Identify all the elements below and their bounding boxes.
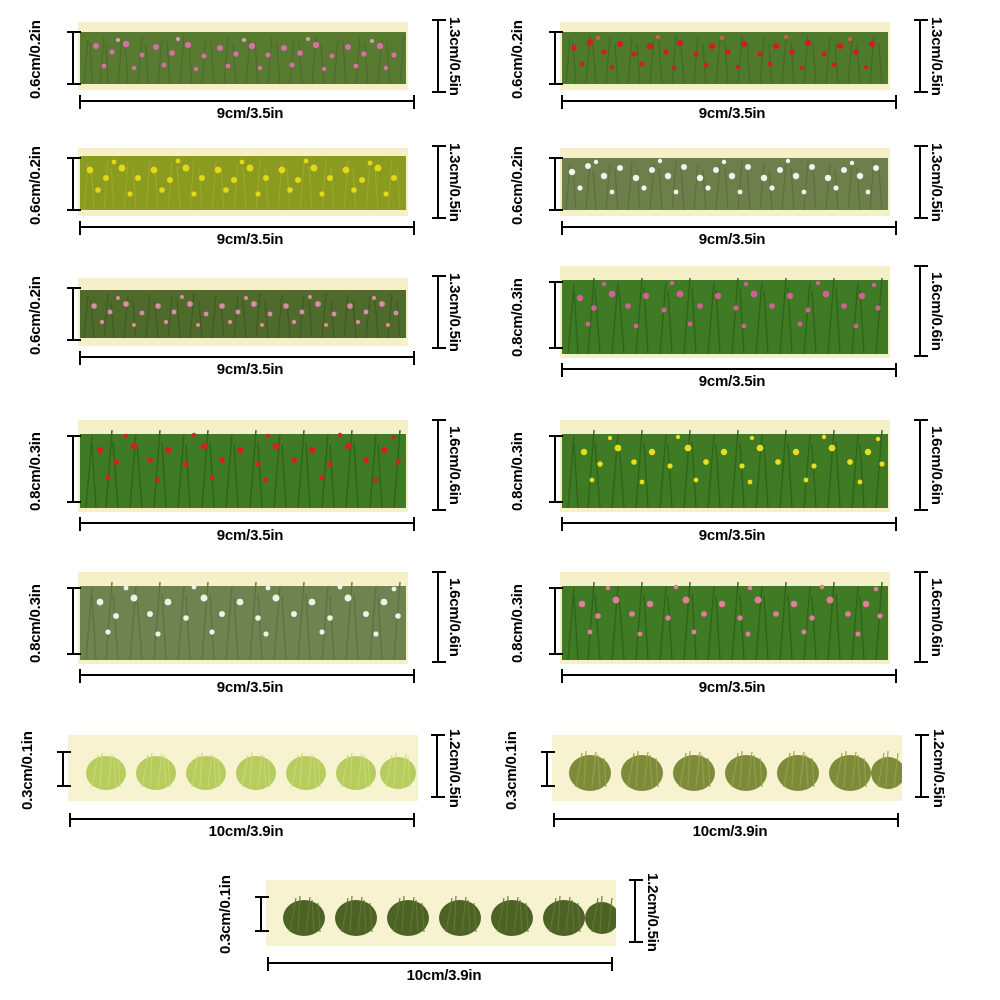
width-bracket-light-pink	[80, 356, 414, 358]
height-bracket-dark-green-tufts	[260, 897, 262, 931]
width-bracket-dark-green-tufts	[268, 962, 612, 964]
height-bracket-white	[554, 158, 556, 210]
width-bracket-pink	[80, 100, 414, 102]
height-bracket-medium-green-tufts	[546, 752, 548, 786]
strip-white-flower	[560, 148, 890, 216]
side-label-dark-green-tufts: 1.2cm/0.5in	[644, 872, 662, 952]
height-label-tall-yellow: 0.8cm/0.3in	[509, 432, 526, 512]
width-label-tall-red: 9cm/3.5in	[216, 527, 284, 544]
side-bracket-yellow	[437, 146, 439, 218]
height-label-tall-white: 0.8cm/0.3in	[27, 584, 44, 664]
turf-texture-tall-pink	[560, 266, 890, 358]
width-bracket-yellow	[80, 226, 414, 228]
tuft-row-medium-green	[552, 735, 902, 801]
turf-texture-tall-rose	[560, 572, 890, 664]
height-label-tall-pink: 0.8cm/0.3in	[509, 278, 526, 358]
height-label-dark-green-tufts: 0.3cm/0.1in	[217, 875, 234, 954]
width-bracket-tall-rose	[562, 674, 896, 676]
height-label-medium-green-tufts: 0.3cm/0.1in	[503, 731, 520, 810]
strip-light-green-tufts	[68, 735, 418, 801]
side-bracket-tall-pink	[919, 266, 921, 356]
width-bracket-medium-green-tufts	[554, 818, 898, 820]
strip-tall-red-flower	[78, 420, 408, 512]
height-bracket-pink	[72, 32, 74, 84]
width-label-red: 9cm/3.5in	[698, 105, 766, 122]
side-bracket-red	[919, 20, 921, 92]
width-bracket-tall-red	[80, 522, 414, 524]
side-label-light-green-tufts: 1.2cm/0.5in	[446, 728, 464, 808]
strip-pink-flower	[78, 22, 408, 90]
strip-red-flower	[560, 22, 890, 90]
height-label-yellow: 0.6cm/0.2in	[27, 146, 44, 226]
height-bracket-yellow	[72, 158, 74, 210]
width-label-tall-white: 9cm/3.5in	[216, 679, 284, 696]
tuft-row-light-green	[68, 735, 418, 801]
width-label-medium-green-tufts: 10cm/3.9in	[692, 823, 768, 840]
strip-medium-green-tufts	[552, 735, 902, 801]
side-bracket-light-green-tufts	[436, 735, 438, 797]
strip-tall-white-flower	[78, 572, 408, 664]
height-label-light-green-tufts: 0.3cm/0.1in	[19, 731, 36, 810]
strip-tall-rose-flower	[560, 572, 890, 664]
turf-texture-pink	[78, 22, 408, 90]
turf-texture-tall-white	[78, 572, 408, 664]
turf-texture-yellow	[78, 148, 408, 216]
height-bracket-tall-rose	[554, 588, 556, 654]
turf-texture-light-pink	[78, 278, 408, 346]
strip-tall-pink-flower	[560, 266, 890, 358]
side-label-tall-yellow: 1.6cm/0.6in	[928, 425, 946, 505]
side-label-pink: 1.3cm/0.5in	[446, 16, 464, 96]
height-bracket-tall-white	[72, 588, 74, 654]
height-label-red: 0.6cm/0.2in	[509, 20, 526, 100]
side-bracket-tall-white	[437, 572, 439, 662]
width-label-tall-yellow: 9cm/3.5in	[698, 527, 766, 544]
side-label-yellow: 1.3cm/0.5in	[446, 142, 464, 222]
height-bracket-tall-red	[72, 436, 74, 502]
width-label-tall-rose: 9cm/3.5in	[698, 679, 766, 696]
width-bracket-red	[562, 100, 896, 102]
height-bracket-tall-pink	[554, 282, 556, 348]
strip-yellow-flower	[78, 148, 408, 216]
tuft-row-dark-green	[266, 880, 616, 946]
height-label-tall-red: 0.8cm/0.3in	[27, 432, 44, 512]
width-label-tall-pink: 9cm/3.5in	[698, 373, 766, 390]
width-label-yellow: 9cm/3.5in	[216, 231, 284, 248]
side-label-light-pink: 1.3cm/0.5in	[446, 272, 464, 352]
width-label-light-green-tufts: 10cm/3.9in	[208, 823, 284, 840]
side-bracket-dark-green-tufts	[634, 880, 636, 942]
turf-texture-tall-yellow	[560, 420, 890, 512]
side-label-tall-red: 1.6cm/0.6in	[446, 425, 464, 505]
height-label-pink: 0.6cm/0.2in	[27, 20, 44, 100]
height-bracket-tall-yellow	[554, 436, 556, 502]
side-bracket-light-pink	[437, 276, 439, 348]
side-bracket-pink	[437, 20, 439, 92]
side-bracket-medium-green-tufts	[920, 735, 922, 797]
height-label-light-pink: 0.6cm/0.2in	[27, 276, 44, 356]
strip-light-pink-flower	[78, 278, 408, 346]
side-bracket-white	[919, 146, 921, 218]
width-label-light-pink: 9cm/3.5in	[216, 361, 284, 378]
strip-dark-green-tufts	[266, 880, 616, 946]
height-bracket-light-green-tufts	[62, 752, 64, 786]
side-bracket-tall-rose	[919, 572, 921, 662]
width-label-white: 9cm/3.5in	[698, 231, 766, 248]
height-bracket-light-pink	[72, 288, 74, 340]
width-bracket-tall-white	[80, 674, 414, 676]
side-label-medium-green-tufts: 1.2cm/0.5in	[930, 728, 948, 808]
height-label-white: 0.6cm/0.2in	[509, 146, 526, 226]
width-label-dark-green-tufts: 10cm/3.9in	[406, 967, 482, 984]
side-label-tall-white: 1.6cm/0.6in	[446, 577, 464, 657]
turf-texture-red	[560, 22, 890, 90]
side-label-tall-rose: 1.6cm/0.6in	[928, 577, 946, 657]
side-label-white: 1.3cm/0.5in	[928, 142, 946, 222]
side-bracket-tall-red	[437, 420, 439, 510]
turf-texture-tall-red	[78, 420, 408, 512]
height-bracket-red	[554, 32, 556, 84]
width-bracket-white	[562, 226, 896, 228]
turf-texture-white	[560, 148, 890, 216]
width-bracket-tall-yellow	[562, 522, 896, 524]
width-bracket-light-green-tufts	[70, 818, 414, 820]
width-label-pink: 9cm/3.5in	[216, 105, 284, 122]
width-bracket-tall-pink	[562, 368, 896, 370]
strip-tall-yellow-flower	[560, 420, 890, 512]
side-label-red: 1.3cm/0.5in	[928, 16, 946, 96]
side-bracket-tall-yellow	[919, 420, 921, 510]
side-label-tall-pink: 1.6cm/0.6in	[928, 271, 946, 351]
height-label-tall-rose: 0.8cm/0.3in	[509, 584, 526, 664]
